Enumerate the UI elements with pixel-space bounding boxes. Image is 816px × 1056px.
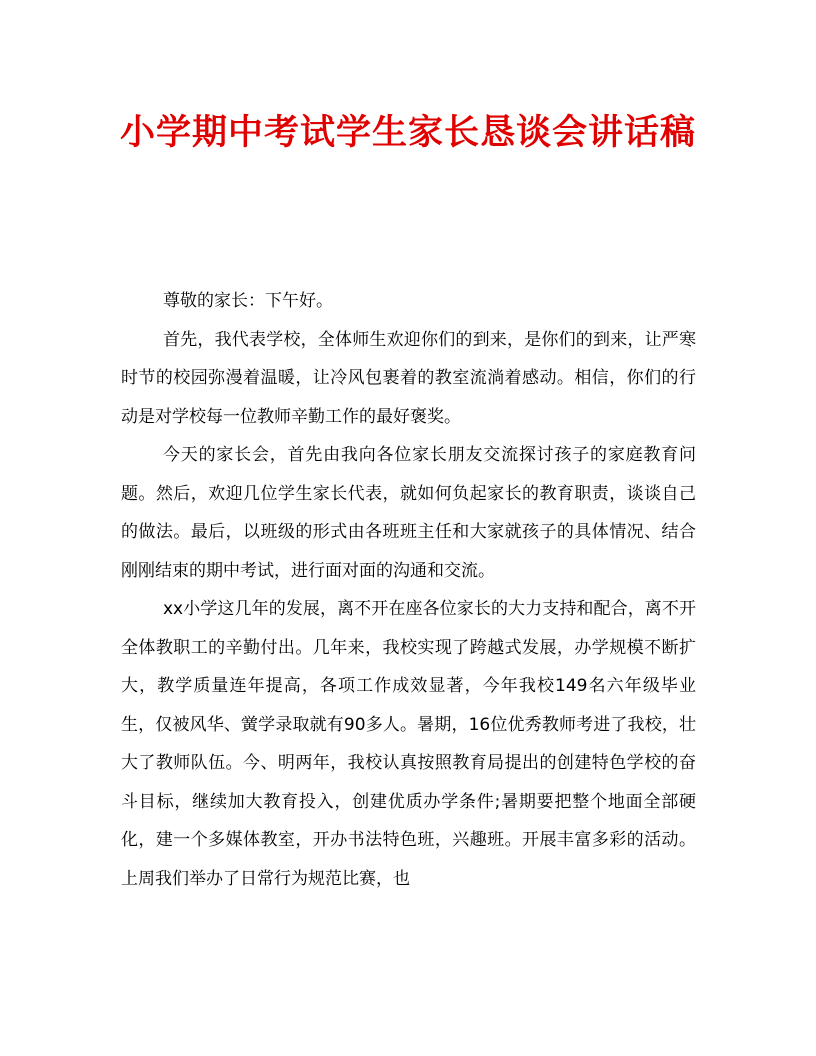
document-body [121, 282, 696, 898]
paragraph-welcome: 首先，我代表学校，全体师生欢迎你们的到来，是你们的到来，让严寒时节的校园弥漫着温暖，让冷风包裹着的教室流淌着感动。相信，你们的行动是对学校每一位教师辛勤工作的最好褒奖。 [121, 329, 696, 427]
paragraph-greeting: 尊敬的家长：下午好。 [163, 291, 333, 311]
paragraph-school-development: xx小学这几年的发展，离不开在座各位家长的大力支持和配合，离不开全体教职工的辛勤付出。几年来，我校实现了跨越式发展，办学规模不断扩大，教学质量连年提高，各项工作成效显著，今年我校149名六年级毕业生，仅被风华、黉学录取就有90多人。暑期，16位优秀教师考进了我校，壮大了教师队伍。今、明两年，我校认真按照教育局提出的创建特色学校的奋斗目标，继续加大教育投入，创建优质办学条件;暑期要把整个地面全部硬化，建一个多媒体教室，开办书法特色班，兴趣班。开展丰富多彩的活动。上周我们举办了日常行为规范比赛，也 [121, 599, 696, 889]
paragraph-agenda: 今天的家长会，首先由我向各位家长朋友交流探讨孩子的家庭教育问题。然后，欢迎几位学生家长代表，就如何负起家长的教育职责，谈谈自己的做法。最后，以班级的形式由各班班主任和大家就孩子的具体情况、结合刚刚结束的期中考试，进行面对面的沟通和交流。 [121, 445, 696, 581]
document-title: 小学期中考试学生家长恳谈会讲话稿 [119, 112, 696, 153]
